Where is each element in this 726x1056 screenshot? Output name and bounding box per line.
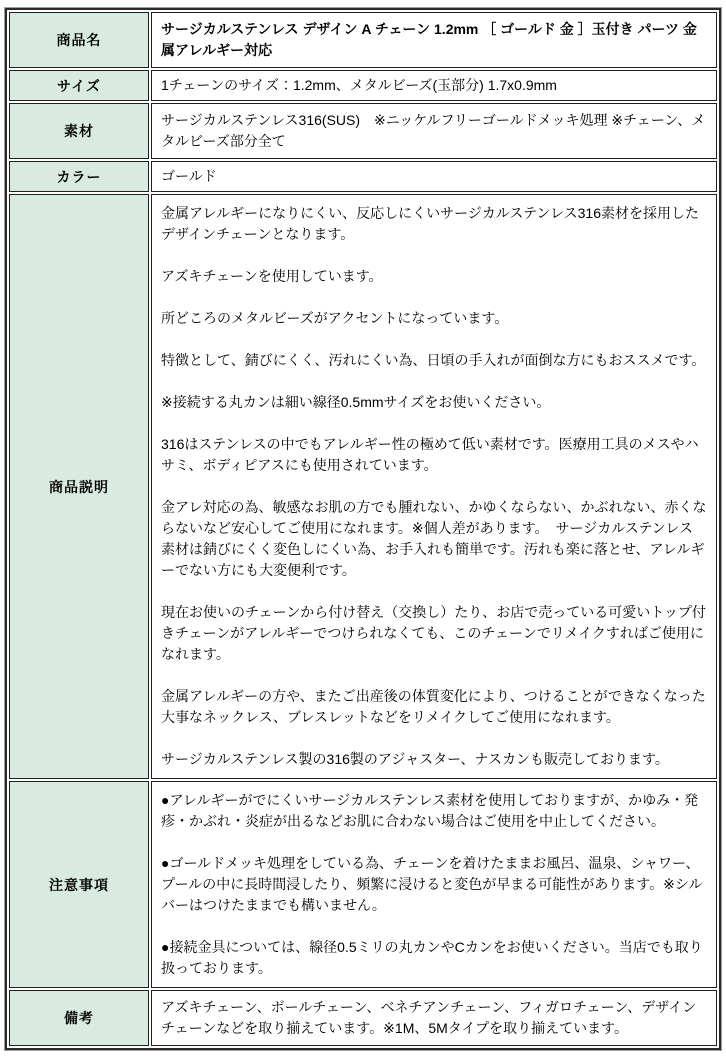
paragraph: ●ゴールドメッキ処理をしている為、チェーンを着けたままお風呂、温泉、シャワー、プールの中に長時間浸したり、頻繁に浸けると変色が早まる可能性があります。※シルバーはつけたままでも構いません。 <box>161 855 703 913</box>
row-header-material: 素材 <box>9 103 149 159</box>
row-header-color: カラー <box>9 161 149 192</box>
table-row-material <box>9 103 717 159</box>
table-row-size <box>9 70 717 101</box>
spec-table-body <box>9 12 717 1046</box>
paragraph: 1チェーンのサイズ：1.2mm、メタルビーズ(玉部分) 1.7x0.9mm <box>161 77 557 93</box>
row-header-description: 商品説明 <box>9 194 149 779</box>
paragraph: サージカルステンレス316(SUS) ※ニッケルフリーゴールドメッキ処理 ※チェーン、メタルビーズ部分全て <box>161 112 706 149</box>
row-header-size: サイズ <box>9 70 149 101</box>
table-row-color <box>9 161 717 192</box>
row-value-material <box>151 103 717 159</box>
row-header-notes: 備考 <box>9 990 149 1046</box>
table-row-notes <box>9 990 717 1046</box>
paragraph: ●アレルギーがでにくいサージカルステンレス素材を使用しておりますが、かゆみ・発疹・かぶれ・炎症が出るなどお肌に合わない場合はご使用を中止してください。 <box>161 792 699 829</box>
table-row-cautions <box>9 781 717 988</box>
paragraph: ※接続する丸カンは細い線径0.5mmサイズをお使いください。 <box>161 394 551 410</box>
row-value-cautions <box>151 781 717 988</box>
row-value-notes <box>151 990 717 1046</box>
paragraph: 特徴として、錆びにくく、汚れにくい為、日頃の手入れが面倒な方にもおススメです。 <box>161 352 706 368</box>
paragraph: ゴールド <box>161 168 217 184</box>
row-header-product-name: 商品名 <box>9 12 149 68</box>
row-value-size <box>151 70 717 101</box>
paragraph: アズキチェーンを使用しています。 <box>161 268 383 284</box>
paragraph: サージカルステンレス デザイン A チェーン 1.2mm ［ ゴールド 金 ］玉付き パーツ 金属アレルギー対応 <box>161 21 697 58</box>
paragraph: アズキチェーン、ボールチェーン、ベネチアンチェーン、フィガロチェーン、デザインチェーンなどを取り揃えています。※1M、5Mタイプを取り揃えています。 <box>161 999 697 1036</box>
paragraph: 316はステンレスの中でもアレルギー性の極めて低い素材です。医療用工具のメスやハサミ、ボディピアスにも使用されています。 <box>161 436 699 473</box>
paragraph: サージカルステンレス製の316製のアジャスター、ナスカンも販売しております。 <box>161 751 669 767</box>
row-value-product-name <box>151 12 717 68</box>
paragraph: ●接続金具については、線径0.5ミリの丸カンやCカンをお使いください。当店でも取り扱っております。 <box>161 939 703 976</box>
table-row-product-name <box>9 12 717 68</box>
paragraph: 現在お使いのチェーンから付け替え（交換し）たり、お店で売っている可愛いトップ付きチェーンがアレルギーでつけられなくても、このチェーンでリメイクすればご使用になれます。 <box>161 604 706 662</box>
row-value-color <box>151 161 717 192</box>
paragraph: 所どころのメタルビーズがアクセントになっています。 <box>161 310 509 326</box>
table-row-description <box>9 194 717 779</box>
row-header-cautions: 注意事項 <box>9 781 149 988</box>
paragraph: 金属アレルギーになりにくい、反応しにくいサージカルステンレス316素材を採用したデザインチェーンとなります。 <box>161 205 699 242</box>
row-value-description <box>151 194 717 779</box>
paragraph: 金属アレルギーの方や、またご出産後の体質変化により、つけることができなくなった大事なネックレス、ブレスレットなどをリメイクしてご使用になれます。 <box>161 688 706 725</box>
product-spec-table <box>5 8 721 1050</box>
paragraph: 金アレ対応の為、敏感なお肌の方でも腫れない、かゆくならない、かぶれない、赤くならないなど安心してご使用になれます。※個人差があります。 サージカルステンレス素材は錆びにくく変色しにくい為、お手入れも簡単です。汚れも楽に落とせ、アレルギーでない方にも大変便利です。 <box>161 499 707 578</box>
